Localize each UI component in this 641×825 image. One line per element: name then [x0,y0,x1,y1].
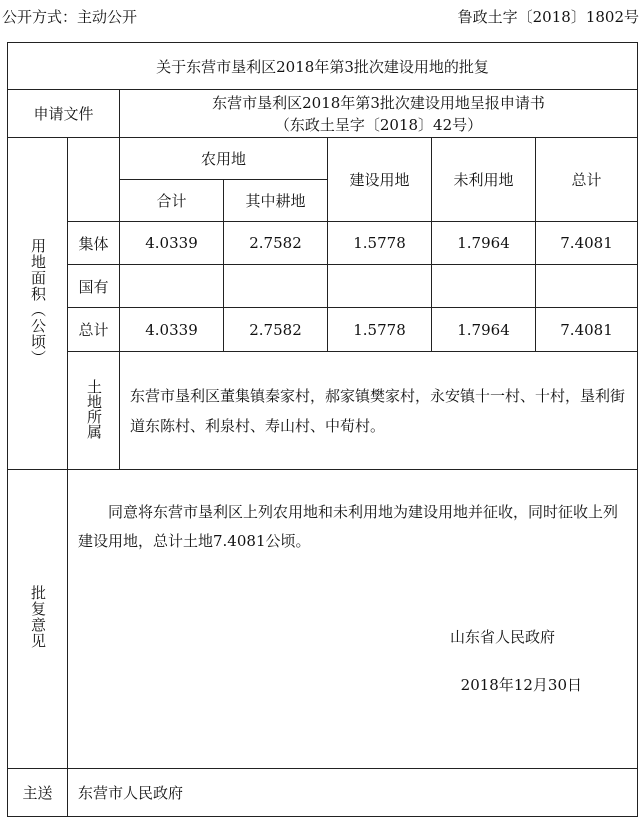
cell-unused: 1.7964 [432,222,536,265]
document-number: 鲁政土字〔2018〕1802号 [457,8,639,26]
cell-total [536,265,638,308]
application-row [8,90,638,138]
cell-subtotal: 4.0339 [120,222,224,265]
cell-unused [432,265,536,308]
ownership-label: 土地所属 [85,378,103,439]
header-cultivated: 其中耕地 [224,180,328,222]
application-label: 申请文件 [8,90,120,138]
approval-form-table [7,42,638,817]
disclosure-mode: 公开方式：主动公开 [2,8,138,26]
recipient-value: 东营市人民政府 [68,769,638,817]
application-file [120,90,638,138]
recipient-row [8,769,638,817]
cell-cultivated: 2.7582 [224,308,328,352]
cell-cultivated [224,265,328,308]
cell-construction: 1.5778 [328,308,432,352]
recipient-label: 主送 [8,769,68,817]
header-unused: 未利用地 [432,138,536,222]
header-farmland: 农用地 [120,138,328,180]
cell-subtotal [120,265,224,308]
cell-cultivated: 2.7582 [224,222,328,265]
header-construction: 建设用地 [328,138,432,222]
cell-construction: 1.5778 [328,222,432,265]
document-title: 关于东营市垦利区2018年第3批次建设用地的批复 [8,43,638,90]
cell-total: 7.4081 [536,308,638,352]
header-subtotal: 合计 [120,180,224,222]
approval-text: 同意将东营市垦利区上列农用地和未利用地为建设用地并征收，同时征收上列建设用地，总计土地7.4081公顷。 [78,503,619,550]
application-file-title: 东营市垦利区2018年第3批次建设用地呈报申请书 [212,93,545,112]
header-blank [68,138,120,222]
issuing-authority: 山东省人民政府 [450,628,556,646]
land-area-label-cell [8,138,68,470]
ownership-text: 东营市垦利区董集镇秦家村，郝家镇樊家村，永安镇十一村、十村，垦利街道东陈村、利泉村、寿山村、中荀村。 [120,352,638,470]
application-file-number: （东政土呈字〔2018〕42号） [274,115,483,134]
approval-label-cell [8,470,68,769]
header-total: 总计 [536,138,638,222]
cell-total: 7.4081 [536,222,638,265]
title-row [8,43,638,90]
area-header-row-1 [8,138,638,180]
approval-body [78,498,627,768]
row-label-total: 总计 [68,308,120,352]
row-label-state: 国有 [68,265,120,308]
table-row [8,222,638,265]
approval-label: 批复意见 [29,585,47,649]
cell-construction [328,265,432,308]
table-row [8,308,638,352]
land-area-label: 用地面积（公顷） [29,237,47,366]
approval-row [8,470,638,769]
cell-unused: 1.7964 [432,308,536,352]
issue-date: 2018年12月30日 [460,676,583,694]
table-row [8,265,638,308]
approval-content [68,470,638,769]
ownership-label-cell [68,352,120,470]
row-label-collective: 集体 [68,222,120,265]
ownership-row [8,352,638,470]
cell-subtotal: 4.0339 [120,308,224,352]
